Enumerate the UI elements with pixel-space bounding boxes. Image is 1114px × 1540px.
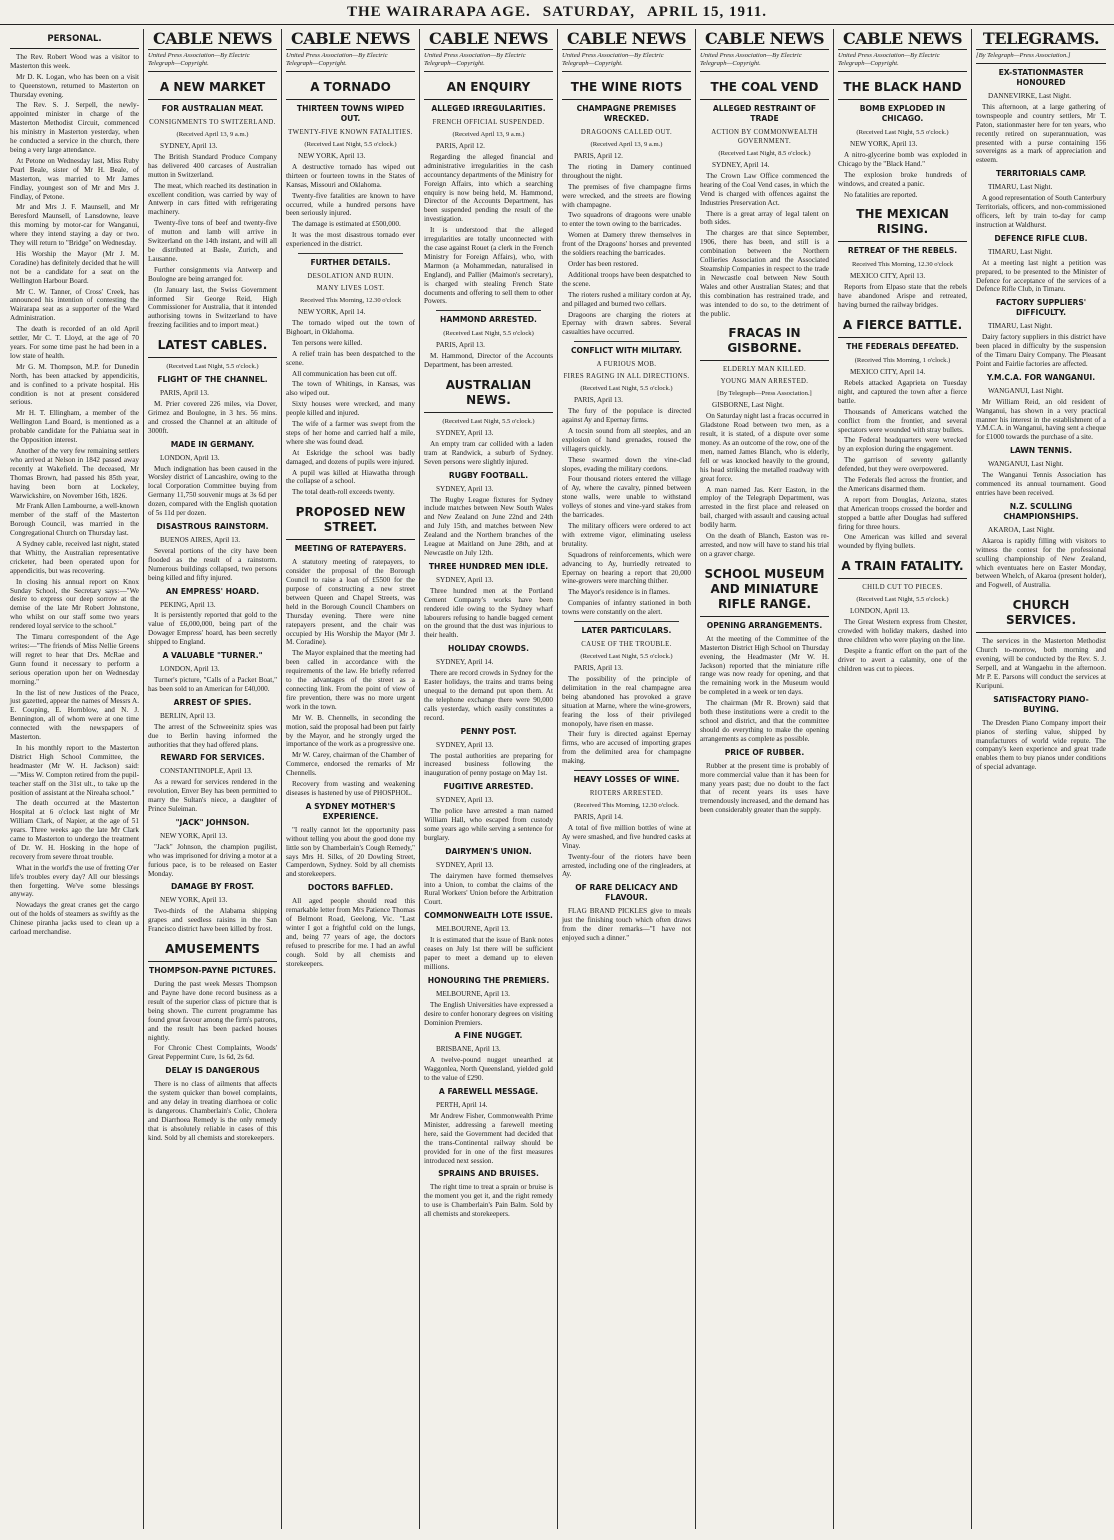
dateline: SYDNEY, April 14.: [712, 161, 770, 169]
subheadline: DOCTORS BAFFLED.: [307, 883, 394, 893]
paragraph: On Saturday night last a fracas occurred in Gladstone Road between two men, as a result, it is stated, of a dispute over some money. As an outcome of the row, one of the men, named James Blanch, who is elderly, fell or was knocked heavily to the ground, his head striking the metalled roadway with great force.: [700, 412, 829, 483]
subheadline: "JACK" JOHNSON.: [175, 817, 250, 827]
subheadline: EX-STATIONMASTER HONOURED: [998, 68, 1084, 87]
paragraph: The Rugby League fixtures for Sydney include matches between New South Wales and New Zealand on June 22nd and 24th and July 15th, and matches between New Zealand and the Northern branches of the League at Maitland on June 28th, and at Newcastle on July 12th.: [424, 495, 553, 557]
received-time: (Received This Morning, 1 o'clock.): [854, 357, 951, 365]
paragraph: Squadrons of reinforcements, which were advancing to Ay, hurriedly retreated to Epernay on hearing a report that 20,000 wine-growers were marching thither.: [562, 550, 691, 586]
dateline: NEW YORK, April 13.: [850, 140, 918, 148]
deck: CONSIGNMENTS TO SWITZERLAND.: [149, 119, 276, 126]
subheadline: A FAREWELL MESSAGE.: [438, 1087, 539, 1097]
subheadline: THE FEDERALS DEFEATED.: [846, 342, 959, 352]
subheadline: LAWN TENNIS.: [1009, 446, 1072, 456]
paragraph: A tocsin sound from all steeples, and an explosion of hand grenades, roused the villagers quickly.: [562, 426, 691, 453]
dateline: BERLIN, April 13.: [160, 711, 216, 720]
subheadline: LATER PARTICULARS.: [581, 626, 672, 636]
subheadline: MEETING OF RATEPAYERS.: [294, 544, 407, 554]
paragraph: His Worship the Mayor (Mr J. M. Coradine) has definitely decided that he will not be a candidate for a seat on the Wellington Harbour Board.: [10, 249, 139, 285]
paragraph: The rioters rushed a military cordon at Ay, and pillaged and burned two cellars.: [562, 290, 691, 308]
paragraph: "Jack" Johnson, the champion pugilist, who was imprisoned for driving a motor at a furious pace, is to be released on Easter Monday.: [148, 842, 277, 878]
dateline: TIMARU, Last Night.: [988, 247, 1053, 256]
paragraph: The Federal headquarters were wrecked by an explosion during the engagement.: [838, 436, 967, 454]
paragraph: Mr G. M. Thompson, M.P. for Dunedin North, has been attacked by appendicitis, and is confined to a private hospital. His condition is not at present considered serious.: [10, 362, 139, 407]
dateline: MELBOURNE, April 13.: [436, 989, 510, 998]
paragraph: The tornado wiped out the town of Bighoart, in Oklahoma.: [286, 318, 415, 336]
deck: A FURIOUS MOB.: [596, 361, 657, 369]
headline: A NEW MARKET: [148, 80, 277, 100]
dateline: PEKING, April 13.: [160, 600, 216, 609]
paragraph: All aged people should read this remarkable letter from Mrs Patience Thomas of Belmont Road, Geelong, Vic. "Last winter I got a frightful cold on the lungs, and, being 77 years of age, the doctors refused to prescribe for me. I had an awful cough. Sold by all chemists and storekeepers.: [286, 897, 415, 968]
received-time: (Received Last Night, 5.5 o'clock.): [580, 385, 673, 393]
received-time: (Received Last Night, 5.5 o'clock.): [856, 129, 949, 136]
paragraph: A total of five million bottles of wine at Ay were smashed, and five hundred casks at Vinay.: [562, 823, 691, 850]
paragraph: Four thousand rioters entered the village of Ay, where the cavalry, pinned between stone walls, were unable to withstand volleys of stones and vine-yard stakes from the barricades.: [562, 475, 691, 520]
deck: DESOLATION AND RUIN.: [307, 273, 394, 281]
dateline: NEW YORK, April 13.: [160, 896, 228, 905]
paragraph: M. Hammond, Director of the Accounts Department, has been arrested.: [424, 352, 553, 370]
paragraph: The dairymen have formed themselves into a Union, to combat the claims of the Rural Workers' Union before the Arbitration Court.: [424, 871, 553, 907]
personal-paras: [10, 53, 139, 937]
subheadline: CONFLICT WITH MILITARY.: [570, 346, 683, 356]
column-heading: CABLE NEWS: [700, 29, 829, 50]
credit-line: United Press Association—By Electric Telegraph—Copyright.: [700, 52, 829, 72]
subheadline: THOMPSON-PAYNE PICTURES.: [149, 966, 276, 976]
dateline: DANNEVIRKE, Last Night.: [988, 92, 1072, 100]
paragraph: The damage is estimated at £500,000.: [292, 220, 401, 229]
paragraph: Dragoons are charging the rioters at Epernay with drawn sabres. Several casualties have occurred.: [562, 310, 691, 337]
received-time: (Received Last Night, 5.5 o'clock.): [856, 596, 949, 604]
paragraph: Mr C. W. Tanner, of Cross' Creek, has announced his intention of contesting the Wairarapa seat as a supporter of the Ward Administration.: [10, 287, 139, 323]
received-time: (Received Last Night, 5.5 o'clock.): [442, 418, 535, 426]
dateline: SYDNEY, April 13.: [436, 796, 494, 805]
paragraph: Akaroa is rapidly filling with visitors to witness the contest for the professional sculling championship of New Zealand, which eventuates here on Easter Monday, between Whelch, of Akaroa (present holder), and Fogwell, of Australia.: [976, 536, 1106, 590]
paragraph: These swarmed down the vine-clad slopes, evading the military cordons.: [562, 455, 691, 473]
received-time: (Received Last Night, 5.5 o'clock.): [166, 363, 259, 371]
paragraph: The English Universities have expressed a desire to confer honorary degrees on visiting Dominion Premiers.: [424, 1000, 553, 1027]
dateline: PARIS, April 14.: [574, 813, 623, 822]
paragraph: What in the world's the use of fretting O'er life's troubles every day? All our blessings then forgetting. We've some blessings anyway.: [10, 863, 139, 899]
paragraph: Mr W. Carey, chairman of the Chamber of Commerce, endorsed the remarks of Mr Chennells.: [286, 751, 415, 778]
paragraph: There is no class of ailments that affects the system quicker than bowel complaints, and any delay in treating diarrhoea or colic is dangerous. Chamberlain's Colic, Cholera and Diarrhoea Remedy is the only remedy that is absolutely reliable in cases of this kind. Sold by all chemists and storekeepers.: [148, 1080, 277, 1142]
column-cable-news-2: [282, 29, 420, 1529]
masthead-date: APRIL 15, 1911.: [646, 3, 767, 20]
dateline: GISBORNE, Last Night.: [712, 401, 784, 410]
dateline: SYDNEY, April 13.: [436, 575, 494, 584]
paragraph: Mr H. T. Ellingham, a member of the Wellington Land Board, is mentioned as a probable candidate for the Pahiatua seat in the Opposition interest.: [10, 409, 139, 445]
masthead-paper: THE WAIRARAPA AGE.: [347, 3, 531, 20]
credit-line: United Press Association—By Electric Telegraph—Copyright.: [838, 52, 967, 72]
paragraph: Despite a frantic effort on the part of the driver to avert a calamity, one of the children was cut to pieces.: [838, 646, 967, 673]
paragraph: It is persistently reported that gold to the value of £6,000,000, being part of the Dowager Empress' hoard, has been secretly shipped to England.: [148, 611, 277, 647]
credit-line: United Press Association—By Electric Telegraph—Copyright.: [562, 52, 691, 72]
paragraph: The Rev. Robert Wood was a visitor to Masterton this week.: [10, 52, 139, 70]
deck: ACTION BY COMMONWEALTH GOVERNMENT.: [711, 129, 818, 145]
subheadline: FOR AUSTRALIAN MEAT.: [161, 104, 264, 113]
dateline: LONDON, April 13.: [160, 453, 220, 462]
dateline: WANGANUI, Last Night.: [988, 460, 1064, 469]
paragraph: "I really cannot let the opportunity pass without telling you about the good done my little son by Chamberlain's Cough Remedy," says Mrs H. Silks, of 20 Dowling Street, Camperdown, Sydney. Sold by all chemists and storekeepers.: [286, 825, 415, 879]
paragraph: This afternoon, at a large gathering of townspeople and country settlers, Mr T. Paton, stationmaster here for ten years, who recently retired on superannuation, was presented with a purse containing 156 sovereigns as a mark of appreciation and esteem.: [976, 102, 1106, 165]
subheadline: ARREST OF SPIES.: [173, 697, 252, 707]
paragraph: Much indignation has been caused in the Worsley district of Lancashire, owing to the local Corporation Committee buying from Germany 11,750 souvenir mugs at 3s 6d per dozen, compared with the English quotation of 5s 11d per dozen.: [148, 464, 277, 518]
headline: THE COAL VEND: [700, 80, 829, 100]
dateline: PARIS, April 13.: [574, 396, 623, 405]
deck: DRAGOONS CALLED OUT.: [580, 129, 673, 136]
paragraph: The premises of five champagne firms were wrecked, and the streets are flowing with champagne.: [562, 182, 691, 209]
dateline: PARIS, April 12.: [574, 152, 623, 160]
subheadline: COMMONWEALTH LOTE ISSUE.: [424, 911, 553, 921]
paragraph: M. Prier covered 226 miles, via Dover, Grimez and Boulogne, in 3 hrs. 56 mins. and crossed the Channel at an altitude of 3000ft.: [148, 400, 277, 435]
received-time: Received This Morning, 12.30 o'clock: [851, 261, 954, 269]
headline: PROPOSED NEW STREET.: [286, 505, 415, 540]
dateline: SYDNEY, April 13.: [436, 860, 494, 869]
paragraph: No fatalities are reported.: [844, 190, 918, 199]
credit-line: United Press Association—By Electric Telegraph—Copyright.: [286, 52, 415, 72]
paragraph: A Sydney cable, received last night, stated that Whitty, the Australian representative cricketer, had been operated upon for appendicitis, but was recovering.: [10, 540, 139, 575]
deck: FRENCH OFFICIAL SUSPENDED.: [432, 119, 545, 126]
paragraph: The services in the Masterton Methodist Church to-morrow, both morning and evening, will be conducted by the Rev. S. J. Serpell, and at Wangaehu in the afternoon. Mr P. E. Parsons will conduct the services at Kuripuni.: [976, 637, 1106, 690]
paragraph: It is estimated that the issue of Bank notes ceases on July 1st there will be sufficient paper to meet a demand up to eleven millions.: [424, 936, 553, 971]
paragraph: The chairman (Mr R. Brown) said that both these institutions were a credit to the school and district, and that the committee should do everything to make the opening arrangements as complete as possible.: [700, 699, 829, 743]
paragraph: In closing his annual report on Knox Sunday School, the Secretary says:—"We desire to express our deep sorrow at the demise of the late Mr Robert Johnstone, who whilst on our staff some two years rendered loyal service to the school.": [10, 577, 139, 631]
subheadline: OPENING ARRANGEMENTS.: [706, 620, 823, 630]
dateline: NEW YORK, April 14.: [298, 308, 366, 317]
column-cable-news-5: [696, 29, 834, 1529]
subheadline: FACTORY SUPPLIERS' DIFFICULTY.: [995, 298, 1087, 318]
paragraph: The explosion broke hundreds of windows, and created a panic.: [838, 170, 967, 188]
paragraph: A twelve-pound nugget unearthed at Waggonlea, North Queensland, yielded gold to the value of £290.: [424, 1056, 553, 1083]
paragraph: Rubber at the present time is probably of more commercial value than it has been for many years past; due no doubt to the fact that of recent years its uses have tremendously increased, and the demand has been considerably greater than the supply.: [700, 761, 829, 815]
dateline: BUENOS AIRES, April 13.: [160, 536, 241, 544]
paragraph: The Mayor's residence is in flames.: [568, 588, 670, 597]
paragraph: Sixty houses were wrecked, and many people killed and injured.: [286, 400, 415, 418]
masthead-day: SATURDAY,: [542, 3, 635, 20]
paragraph: Women at Damery threw themselves in front of the Dragoons' horses and prevented the soldiers reaching the barricades.: [562, 231, 691, 258]
paragraph: The right time to treat a sprain or bruise is the moment you get it, and the right remedy to use is Chamberlain's Pain Balm. Sold by all chemists and storekeepers.: [424, 1183, 553, 1219]
paragraph: Dairy factory suppliers in this district have been placed in difficulty by the suspension of the Timaru Dairy Company. The Pleasant Point and Fairlie factories are affected.: [976, 333, 1106, 368]
subheadline: A VALUABLE "TURNER.": [162, 651, 263, 661]
paragraph: The Federals fled across the frontier, and the Americans disarmed them.: [838, 476, 967, 493]
headline: FRACAS IN GISBORNE.: [700, 326, 829, 361]
credit-line: [By Telegraph—Press Association.]: [976, 52, 1106, 64]
paragraph: As a reward for services rendered in the revolution, Enver Bey has been permitted to marry the Sultan's niece, a daughter of Prince Suleiman.: [148, 778, 277, 814]
subheadline: SPRAINS AND BRUISES.: [438, 1169, 539, 1179]
received-time: (Received Last Night, 5.5 o'clock.): [580, 653, 673, 661]
subheadline: MADE IN GERMANY.: [170, 439, 255, 449]
dateline: SYDNEY, April 13.: [436, 429, 494, 438]
paragraph: The military officers were ordered to act with extreme vigor, eliminating useless brutality.: [562, 522, 691, 548]
headline: CHURCH SERVICES.: [976, 598, 1106, 633]
dateline: PARIS, April 13.: [574, 664, 623, 673]
paragraph: At Eskridge the school was badly damaged, and dozens of pupils were injured.: [286, 448, 415, 466]
headline: THE WINE RIOTS: [562, 80, 691, 100]
column-heading: CABLE NEWS: [424, 29, 553, 50]
subheadline: RETREAT OF THE REBELS.: [847, 246, 958, 256]
subheadline: TERRITORIALS CAMP.: [995, 169, 1087, 179]
masthead: [0, 0, 1114, 25]
paragraph: One American was killed and several wounded by flying bullets.: [838, 533, 967, 551]
paragraph: Twenty-five tons of beef and twenty-five of mutton and lamb will arrive in Switzerland on the 14th instant, and will all be distributed at Basle, Zurich, and Lausanne.: [148, 219, 277, 263]
received-time: (Received This Morning, 12.30 o'clock.: [574, 802, 679, 810]
paragraph: A relief train has been despatched to the scene.: [286, 349, 415, 367]
column-heading: CABLE NEWS: [286, 29, 415, 50]
subheadline: THIRTEEN TOWNS WIPED OUT.: [296, 104, 405, 123]
column-cable-news-1: [144, 29, 282, 1529]
headline: AMUSEMENTS: [148, 942, 277, 962]
paragraph: FLAG BRAND PICKLES give to meals just the finishing touch which often draws from the diner remarks—"I have not enjoyed such a dinner.": [562, 907, 691, 943]
subheadline: PENNY POST.: [460, 726, 517, 736]
paragraph: The death occurred at the Masterton Hospital at 6 o'clock last night of Mr William Clark, of Napier, at the age of 51 years. Three weeks ago the late Mr Clark came to Masterton to undergo the treatment of Dr. W. H. Hosking in the hope of recovery from severe throat trouble.: [10, 799, 139, 861]
paragraph: Ten persons were killed.: [292, 338, 363, 347]
dateline: PARIS, April 12.: [436, 142, 485, 150]
paragraph: A man named Jas. Kerr Easton, in the employ of the Telegraph Department, was arrested in the first place and released on bail, charged with assault and causing actual bodily harm.: [700, 485, 829, 530]
paragraph: On the death of Blanch, Easton was re-arrested, and now will have to stand his trial on a graver charge.: [700, 532, 829, 558]
subheadline: A SYDNEY MOTHER'S EXPERIENCE.: [305, 801, 396, 821]
dateline: TIMARU, Last Night.: [988, 183, 1053, 192]
paragraph: Three hundred men at the Portland Cement Company's works have been rendered idle owing to the Sydney wharf labourers refusing to handle bagged cement on the ground that the dust was injurious to their health.: [424, 586, 553, 640]
headline: LATEST CABLES.: [148, 338, 277, 358]
received-time: (Received April 13, 9 a.m.): [176, 131, 249, 138]
paragraph: The fury of the populace is directed against Ay and Epernay firms.: [562, 407, 691, 425]
paragraph: Mr Andrew Fisher, Commonwealth Prime Minister, addressing a farewell meeting here, said the Government had decided that the trans-Continental railway should be provided for in one of the first measures introduced next session.: [424, 1111, 553, 1165]
paragraph: It is understood that the alleged irregularities are totally unconnected with the case against Rouet (a clerk in the French Ministry for Foreign Affairs), who, with Marmon (a Mohammedan, naturalised in England), and Pallier (Maimon's secretary), is charged with stealing French State documents and offering to sell them to other Powers.: [424, 226, 553, 306]
paragraph: The Great Western express from Chester, crowded with holiday makers, dashed into three children who were playing on the line.: [838, 618, 967, 644]
paragraph: The Timaru correspondent of the Age writes:—"The friends of Miss Nellie Greens will regret to hear that Drs. McRae and Gunn found it necessary to perform a serious operation upon her on Wednesday morning.": [10, 633, 139, 686]
paragraph: During the past week Messrs Thompson and Payne have done record business as a result of the superior class of picture that is being shown. The current programme has found great favour among the firm's patrons, and the result has been packed houses nightly.: [148, 980, 277, 1042]
received-time: (Received Last Night, 5.5 o'clock.): [304, 141, 397, 148]
subheadline: PRICE OF RUBBER.: [724, 747, 805, 757]
deck: CAUSE OF THE TROUBLE.: [581, 641, 672, 649]
deck: RIOTERS ARRESTED.: [589, 790, 664, 798]
section-heading: PERSONAL.: [10, 29, 139, 49]
paragraph: Mr and Mrs J. F. Maunsell, and Mr Beresford Maunsell, of Lansdowne, leave this morning by motor-car for Wanganui, where they intend staying a day or two. They will return to "Bridge" on Wednesday.: [10, 203, 139, 248]
paragraph: At a meeting last night a petition was prepared, to be presented to the Minister of Defence for acceptance of the services of a Defence Rifle Club, in Timaru.: [976, 258, 1106, 294]
column-heading: TELEGRAMS.: [976, 29, 1106, 50]
paragraph: The meat, which reached its destination in excellent condition, was carried by way of Antwerp in cars fitted with refrigerating machinery.: [148, 181, 277, 217]
paragraph: The Crown Law Office commenced the hearing of the Coal Vend cases, in which the Vend is charged with offences against the Industries Preservation Act.: [700, 171, 829, 207]
paragraph: At Petone on Wednesday last, Miss Ruby Pearl Beale, sister of Mr H. Beale, of Masterton, was married to Mr James Findlay, youngest son of Mr and Mrs J. Findlay, of Petone.: [10, 156, 139, 201]
received-time: (Received April 13, 9 a.m.): [590, 141, 663, 148]
dateline: MEXICO CITY, April 14.: [850, 368, 926, 377]
paragraph: The British Standard Produce Company has delivered 400 carcases of Australian mutton in Switzerland.: [148, 152, 277, 179]
deck: ELDERLY MAN KILLED.: [722, 366, 807, 374]
paragraph: All communication has been cut off.: [292, 369, 397, 378]
paragraph: There are record crowds in Sydney for the Easter holidays, the trains and trams being unequal to the demand put upon them. At the telephone exchange there were 90,000 calls yesterday, which easily constitutes a record.: [424, 669, 553, 722]
divider: [574, 770, 679, 771]
paragraph: Nowadays the great cranes get the cargo out of the holds of steamers as swiftly as the Chinese piranha jacks used to clean up a carload merchandise.: [10, 901, 139, 937]
dateline: NEW YORK, April 13.: [298, 152, 366, 160]
paragraph: A statutory meeting of ratepayers, to consider the proposal of the Borough Council to raise a loan of £5500 for the purpose of constructing a new street between Queen and Chapel Streets, was held in the Borough Council Chambers on Thursday evening. There were nine ratepayers present, and the chair was occupied by His Worship the Mayor (Mr J. M. Coradine).: [286, 558, 415, 647]
dateline: LONDON, April 13.: [160, 665, 220, 674]
latest-cables: [148, 375, 277, 934]
dateline: TIMARU, Last Night.: [988, 322, 1053, 331]
paragraph: The charges are that since September, 1906, there has been, and still is a combination between the Northern Collieries Association and the Associated Steamship Companies in respect to the trade in Newcastle coal between New South Wales and other Australian States; and that this combination has restrained trade, and was intended to do so, to the detriment of the public.: [700, 229, 829, 318]
paragraph: Their fury is directed against Epernay firms, who are accused of importing grapes from the delimited area for champagne making.: [562, 730, 691, 766]
dateline: NEW YORK, April 13.: [160, 831, 228, 840]
paragraph: For Chronic Chest Complaints, Woods' Great Peppermint Cure, 1s 6d, 2s 6d.: [148, 1044, 277, 1062]
paragraph: Companies of infantry stationed in both towns were constantly on the alert.: [562, 599, 691, 617]
paragraph: Order has been restored.: [568, 259, 639, 268]
paragraph: Recovery from wasting and weakening diseases is hastened by use of PHOSPHOL.: [286, 780, 415, 797]
dateline: AKAROA, Last Night.: [988, 525, 1055, 534]
deck: TWENTY-FIVE KNOWN FATALITIES.: [288, 129, 413, 136]
dateline: PERTH, April 14.: [436, 1101, 488, 1110]
paragraph: Thousands of Americans watched the conflict from the frontier, and several spectators were wounded with stray bullets.: [838, 407, 967, 434]
subheadline: OF RARE DELICACY AND FLAVOUR.: [575, 883, 678, 903]
dateline: WANGANUI, Last Night.: [988, 386, 1064, 395]
dateline: LONDON, April 13.: [850, 607, 910, 616]
received-time: (Received April 13, 9 a.m.): [452, 131, 525, 138]
subheadline: DEFENCE RIFLE CLUB.: [994, 233, 1088, 243]
dateline: PARIS, April 13.: [436, 341, 485, 350]
paragraph: Regarding the alleged financial and administrative irregularities in the cash accountancy departments of the Ministry for Foreign Affairs, into which a searching enquiry is now being held, M. Hammond, Director of the Accounts Department, has been suspended pending the result of the investigation.: [424, 152, 553, 224]
subheadline: Y.M.C.A. FOR WANGANUI.: [986, 372, 1096, 382]
subheadline: FLIGHT OF THE CHANNEL.: [157, 375, 268, 385]
received-time: Received This Morning, 12.30 o'clock: [299, 297, 402, 305]
headline: THE MEXICAN RISING.: [838, 207, 967, 242]
paragraph: An empty tram car collided with a laden tram at Randwick, a suburb of Sydney. Seven persons were slightly injured.: [424, 439, 553, 466]
paragraph: The wife of a farmer was swept from the steps of her home and carried half a mile, where she was found dead.: [286, 420, 415, 446]
subheadline: ALLEGED IRREGULARITIES.: [431, 104, 546, 113]
dateline: CONSTANTINOPLE, April 13.: [160, 767, 253, 776]
paragraph: The police have arrested a man named William Hall, who escaped from custody some years ago while serving a sentence for burglary.: [424, 807, 553, 842]
received-time: (Received Last Night, 8.5 o'clock.): [718, 150, 811, 157]
column-heading: CABLE NEWS: [562, 29, 691, 50]
subheadline: HAMMOND ARRESTED.: [440, 315, 537, 325]
received-time: [By Telegraph—Press Association.]: [717, 390, 812, 398]
paragraph: A report from Douglas, Arizona, states that American troops crossed the border and stopped a battle after Douglas had suffered firing for three hours.: [838, 495, 967, 531]
paragraph: The Rev. S. J. Serpell, the newly-appointed minister in charge of the Masterton Methodist Circuit, commenced his ministry in Masterton yesterday, when he conducted a service in the church, there being a very large attendance.: [10, 101, 139, 154]
subheadline: REWARD FOR SERVICES.: [160, 753, 265, 763]
paragraph: The postal authorities are preparing for increased business following the inauguration of penny postage on May 1st.: [424, 751, 553, 778]
paragraph: The rioting in Damery continued throughout the night.: [562, 162, 691, 180]
subheadline: BOMB EXPLODED IN CHICAGO.: [859, 104, 946, 123]
paragraph: Further consignments via Antwerp and Boulogne are being arranged for.: [148, 265, 277, 283]
paragraph: Several portions of the city have been flooded as the result of a rainstorm. Numerous buildings collapsed, two persons being killed and fifty injured.: [148, 546, 277, 582]
paragraph: It was the most disastrous tornado ever experienced in the district.: [286, 231, 415, 249]
dateline: SYDNEY, April 14.: [436, 658, 494, 667]
column-telegrams: [972, 29, 1110, 1529]
column-personal: [6, 29, 144, 1529]
paragraph: In his monthly report to the Masterton District High School Committee, the headmaster (Mr W. H. Jackson) said:—"Miss W. Compton retired from the pupil-teacher staff on the 31st ult., to take up the position of assistant at the Nireaha school.": [10, 743, 139, 797]
paragraph: In the list of new Justices of the Peace, just gazetted, appear the names of Messrs A. E. Couping, E. Hornblow, and N. J. Bennington, all of whom were at one time connected with the newspapers of Masterton.: [10, 688, 139, 742]
paragraph: Turner's picture, "Calls of a Packet Boat," has been sold to an American for £40,000.: [148, 675, 277, 693]
paragraph: Twenty-five fatalities are known to have occurred, while a hundred persons have been seriously injured.: [286, 191, 415, 218]
paragraph: Twenty-four of the rioters have been arrested, including one of the ringleaders, at Ay.: [562, 852, 691, 879]
paragraph: Additional troops have been despatched to the scene.: [562, 270, 691, 288]
dateline: SYDNEY, April 13.: [436, 484, 494, 493]
subheadline: CHAMPAGNE PREMISES WRECKED.: [576, 104, 677, 123]
subheadline: HOLIDAY CROWDS.: [448, 644, 529, 654]
subheadline: THREE HUNDRED MEN IDLE.: [428, 561, 549, 571]
headline: A TORNADO: [286, 80, 415, 100]
deck: FIRES RAGING IN ALL DIRECTIONS.: [563, 373, 690, 381]
paragraph: (In January last, the Swiss Government informed Sir George Reid, High Commissioner for Australia, that it intended authorising towns in Switzerland to have freezing facilities and to import meat.): [148, 285, 277, 330]
headline: AN ENQUIRY: [424, 80, 553, 100]
paragraph: At the meeting of the Committee of the Masterton District High School on Thursday evening, the Headmaster (Mr W. H. Jackson) reported that the miniature rifle range was now ready for opening, and that the remaining work in the Museum would be completed in a week or ten days.: [700, 634, 829, 697]
credit-line: United Press Association—By Electric Telegraph—Copyright.: [148, 52, 277, 72]
paragraph: Another of the very few remaining settlers who arrived at Nelson in 1842 passed away recently at Wakefield. The deceased, Mr Thomas Brown, had passed his 85th year, having been born at Lockeley, Warwickshire, on November 16th, 1826.: [10, 446, 139, 500]
divider: [574, 341, 679, 342]
headline: A TRAIN FATALITY.: [838, 559, 967, 579]
paragraph: Mr W. B. Chennells, in seconding the motion, said the proposal had been put fairly by the Mayor, and he strongly urged the importance of the work as a progressive one.: [286, 713, 415, 749]
subheadline: DISASTROUS RAINSTORM.: [156, 522, 269, 531]
dateline: MELBOURNE, April 13.: [436, 925, 510, 934]
page-columns: [0, 25, 1114, 1529]
column-cable-news-6: [834, 29, 972, 1529]
paragraph: Mr Frank Allen Lambourne, a well-known member of the staff of the Masterton Borough Council, was married in the Congregational Church on Thursday last.: [10, 502, 139, 538]
subheadline: HONOURING THE PREMIERS.: [427, 975, 550, 985]
paragraph: The Mayor explained that the meeting had been called in accordance with the requirements of the law. He briefly referred to the advantages of the street as a connecting link. From the point of view of fire prevention, there was no more urgent work in the town.: [286, 649, 415, 711]
deck: YOUNG MAN ARRESTED.: [720, 378, 809, 386]
subheadline: ALLEGED RESTRAINT OF TRADE: [712, 104, 817, 123]
headline: SCHOOL MUSEUM AND MINIATURE RIFLE RANGE.: [700, 567, 829, 617]
subheadline: DAMAGE BY FROST.: [170, 882, 255, 892]
dateline: PARIS, April 13.: [160, 389, 209, 398]
subheadline: DAIRYMEN'S UNION.: [445, 846, 532, 856]
subheadline: FUGITIVE ARRESTED.: [443, 782, 534, 792]
paragraph: Mr William Reid, an old resident of Wanganui, has shown in a very practical manner his interest in the establishment of a Y.M.C.A. in Wanganui, having sent a cheque for £1000 towards the purchase of a site.: [976, 397, 1106, 442]
column-cable-news-3: [420, 29, 558, 1529]
subheadline: A FINE NUGGET.: [454, 1031, 523, 1041]
subheadline: AN EMPRESS' HOARD.: [165, 586, 260, 596]
divider: [298, 253, 403, 254]
paragraph: The possibility of the principle of delimitation in the real champagne area being abandoned has provoked a grave situation at Marne, where the wine-growers, fearing the loss of their privileged monopoly, have risen en masse.: [562, 674, 691, 728]
deck: CHILD CUT TO PIECES.: [862, 584, 943, 592]
paragraph: Two squadrons of dragoons were unable to enter the town owing to the barricades.: [562, 211, 691, 229]
subheadline: FURTHER DETAILS.: [310, 258, 391, 268]
column-heading: CABLE NEWS: [838, 29, 967, 50]
dateline: MEXICO CITY, April 13.: [850, 272, 926, 281]
paragraph: Rebels attacked Agaprieta on Tuesday night, and captured the town after a fierce battle.: [838, 378, 967, 405]
credit-line: United Press Association—By Electric Telegraph—Copyright.: [424, 52, 553, 72]
paragraph: A nitro-glycerine bomb was exploded in Chicago by the "Black Hand.": [838, 150, 967, 168]
subheadline: SATISFACTORY PIANO-BUYING.: [993, 694, 1089, 714]
paragraph: The Wanganui Tennis Association has commenced its annual tournament. Good entries have been received.: [976, 471, 1106, 497]
paragraph: Mr D. K. Logan, who has been on a visit to Queenstown, returned to Masterton on Thursday evening.: [10, 72, 139, 99]
paragraph: The garrison of seventy gallantly defended, but they were overpowered.: [838, 456, 967, 474]
paragraph: A destructive tornado has wiped out thirteen or fourteen towns in the States of Kansas, Missouri and Oklahoma.: [286, 162, 415, 189]
column-heading: CABLE NEWS: [148, 29, 277, 50]
paragraph: The Dresden Piano Company import their pianos of sterling value, shipped by manufacturers of world wide repute. The company's keen experience and great trade enables them to buy pianos under conditions of special advantage.: [976, 718, 1106, 772]
paragraph: The death is recorded of an old April settler, Mr C. T. Lloyd, at the age of 70 years. For some time past he had been in a low state of health.: [10, 325, 139, 360]
deck: MANY LIVES LOST.: [316, 285, 385, 293]
subheadline: N.Z. SCULLING CHAMPIONSHIPS.: [1003, 501, 1079, 521]
divider: [436, 310, 541, 311]
paragraph: A good representation of South Canterbury Territorials, officers, and non-commissioned officers, left by train to-day for camp instruction at Waldhurst.: [976, 194, 1106, 229]
headline: A FIERCE BATTLE.: [838, 318, 967, 338]
paragraph: Reports from Elpaso state that the rebels have abandoned Arispe and retreated, having burned the railway bridges.: [838, 283, 967, 310]
subheadline: RUGBY FOOTBALL.: [448, 470, 529, 480]
paragraph: Two-thirds of the Alabama shipping grapes and seedless raisins in the San Francisco district have been killed by frost.: [148, 907, 277, 934]
subheadline: DELAY IS DANGEROUS: [165, 1066, 260, 1076]
paragraph: The town of Whitings, in Kansas, was also wiped out.: [286, 380, 415, 398]
received-time: (Received Last Night, 5.5 o'clock): [443, 330, 534, 338]
headline: AUSTRALIAN NEWS.: [424, 378, 553, 413]
column-cable-news-4: [558, 29, 696, 1529]
dateline: BRISBANE, April 13.: [436, 1045, 501, 1054]
dateline: SYDNEY, April 13.: [160, 142, 218, 150]
paragraph: The total death-roll exceeds twenty.: [292, 488, 395, 497]
divider: [574, 621, 679, 622]
paragraph: There is a great array of legal talent on both sides.: [700, 209, 829, 227]
paragraph: A pupil was killed at Hiawatha through the collapse of a school.: [286, 468, 415, 486]
subheadline: HEAVY LOSSES OF WINE.: [573, 775, 680, 785]
dateline: SYDNEY, April 13.: [436, 740, 494, 749]
paragraph: The arrest of the Schweeinitz spies was due to Berlin having informed the authorities that they had offered plans.: [148, 722, 277, 749]
headline: THE BLACK HAND: [838, 80, 967, 100]
